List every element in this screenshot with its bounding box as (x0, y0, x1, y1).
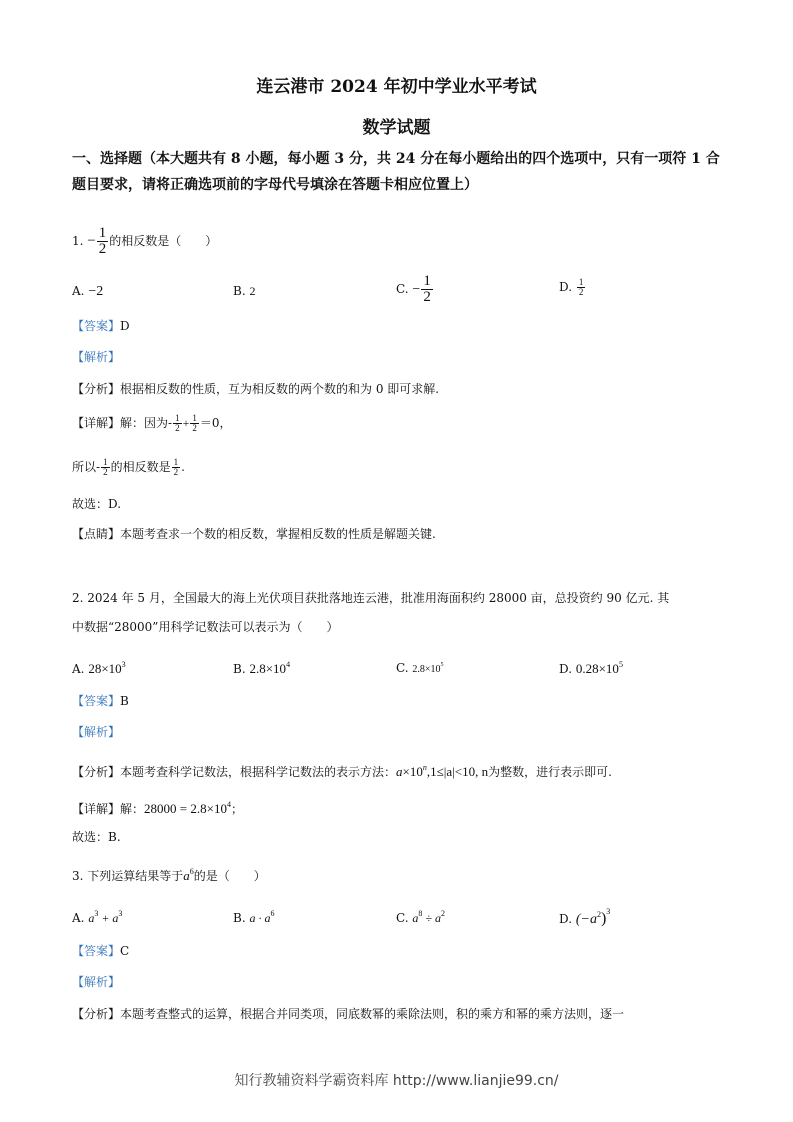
q3-option-c: C. $a^8 \div a^2$ (396, 909, 445, 925)
q1-option-c: C. − $\frac{1}{2}$ (396, 273, 431, 305)
q1-so: 所以- $\frac{1}{2}$ 的相反数是 $\frac{1}{2}$ . (72, 457, 185, 477)
q1-answer: 【答案】D (72, 319, 130, 333)
q2-stem-line2: 中数据“28000”用科学记数法可以表示为（ ） (72, 620, 339, 634)
q3-option-b: B. $a \cdot a^6$ (233, 909, 275, 925)
q2-detail: 【详解】解：$28000 = 2.8\times 10^4$； (72, 800, 243, 816)
q3-stem: 3. 下列运算结果等于$a^6$的是（ ） (72, 867, 266, 883)
q2-option-d: D. $0.28\times 10^5$ (559, 660, 623, 676)
q2-analysis-label: 【解析】 (72, 725, 121, 739)
q1-option-b: B. 2 (233, 284, 256, 298)
q2-option-c: C. $2.8\times 10^5$ (396, 661, 444, 675)
page-subtitle: 数学试题 (362, 118, 431, 138)
q2-answer: 【答案】B (72, 694, 129, 708)
q1-option-d: D. $\frac{1}{2}$ (559, 277, 584, 297)
q1-fenxi: 【分析】根据相反数的性质，互为相反数的两个数的和为 0 即可求解. (72, 382, 440, 396)
q2-stem-line1: 2. 2024 年 5 月，全国最大的海上光伏项目获批落地连云港，批准用海面积约 28000 亩，总投资约 90 亿元. 其 (72, 591, 670, 605)
q3-analysis-label: 【解析】 (72, 975, 121, 989)
q1-option-a: A. −2 (72, 284, 104, 299)
section-heading: 一、选择题（本大题共有 8 小题，每小题 3 分，共 24 分在每小题给出的四个选项中，只有一项符 1 合题目要求，请将正确选项前的字母代号填涂在答题卡相应位置上） (72, 151, 720, 193)
q2-fenxi: 【分析】本题考查科学记数法，根据科学记数法的表示方法：$a\times 10^n,1\le|a|<10$, n为整数，进行表示即可. (72, 763, 612, 779)
q3-answer: 【答案】C (72, 944, 130, 958)
q3-option-a: A. $a^3 + a^3$ (72, 909, 123, 925)
q1-fraction: $\frac{1}{2}$ (98, 225, 107, 257)
page-title: 连云港市 2024 年初中学业水平考试 (256, 77, 537, 97)
q1-detail: 【详解】解：因为- $\frac{1}{2}$ + $\frac{1}{2}$ ＝0， (72, 413, 232, 433)
q3-option-d: D. $(-a^2)^3$ (559, 907, 611, 927)
q3-fenxi: 【分析】本题考查整式的运算，根据合并同类项，同底数幂的乘除法则，积的乘方和幂的乘方法则，逐一 (72, 1007, 625, 1021)
q2-option-a: A. $28\times 10^3$ (72, 660, 126, 676)
q1-number: 1. (72, 234, 84, 248)
q1-stem: 1. − $\frac{1}{2}$ 的相反数是（ ） (72, 225, 218, 257)
footer-watermark: 知行教辅资料学霸资料库 http://www.lianjie99.cn/ (234, 1073, 559, 1089)
q1-choose: 故选：D. (72, 497, 122, 511)
q1-comment: 【点睛】本题考查求一个数的相反数，掌握相反数的性质是解题关键. (72, 527, 436, 541)
q2-option-b: B. $2.8\times 10^4$ (233, 660, 291, 676)
q1-analysis-label: 【解析】 (72, 350, 121, 364)
q2-choose: 故选：B. (72, 830, 121, 844)
